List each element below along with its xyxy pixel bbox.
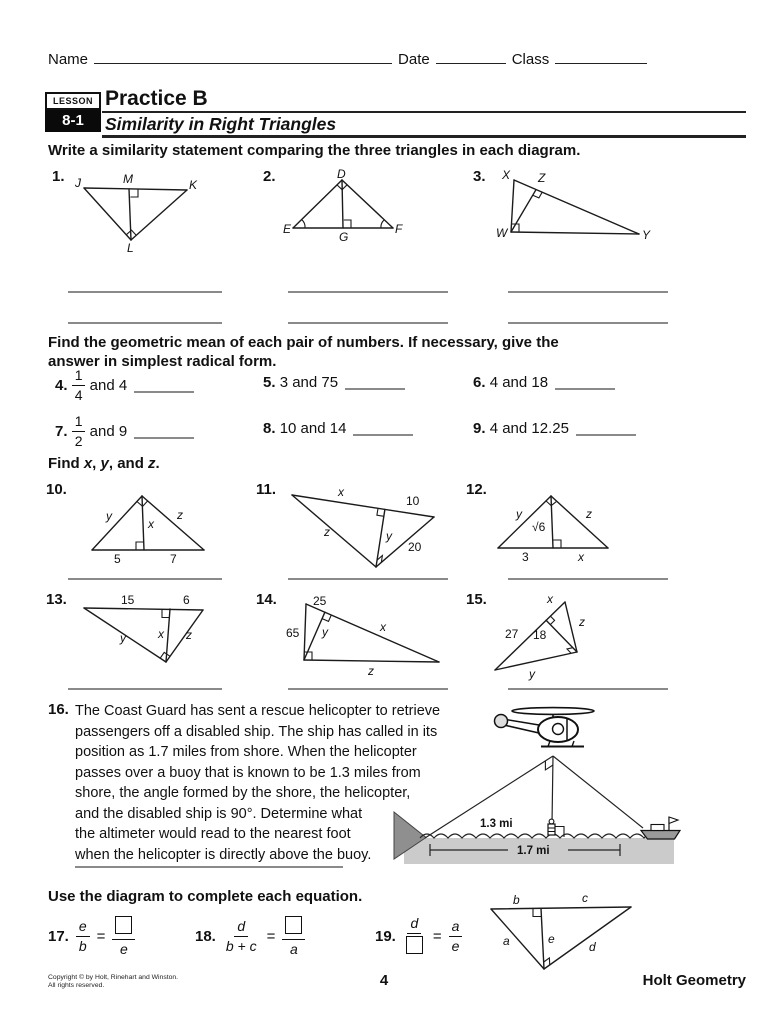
instruction-find-xyz: Find x, y, and z. bbox=[48, 455, 160, 472]
side-label: y bbox=[516, 507, 522, 521]
right-angle-mark bbox=[545, 761, 553, 770]
side-label: z bbox=[186, 628, 192, 642]
side-label: x bbox=[547, 592, 553, 606]
side-label: z bbox=[368, 664, 374, 678]
fraction bbox=[282, 916, 305, 956]
problem-number: 12. bbox=[466, 481, 487, 498]
fraction bbox=[76, 919, 90, 953]
answer-box[interactable] bbox=[406, 936, 423, 954]
buoy-icon bbox=[548, 819, 555, 835]
side-label: z bbox=[324, 525, 330, 539]
measure-label: 27 bbox=[505, 627, 519, 641]
right-angle-mark bbox=[162, 610, 170, 618]
problem-text: and 9 bbox=[89, 422, 128, 440]
problem-text: 4 and 18 bbox=[489, 374, 549, 391]
figure-p13 bbox=[76, 594, 211, 676]
helicopter-icon bbox=[495, 708, 595, 747]
problem-8 bbox=[263, 420, 413, 437]
page-number: 4 bbox=[379, 972, 389, 989]
copyright-notice bbox=[48, 974, 178, 990]
fraction-numerator: 1 bbox=[72, 368, 86, 386]
vertex-label: E bbox=[283, 222, 292, 236]
name-date-class-row bbox=[48, 50, 748, 68]
equals-sign: = bbox=[96, 927, 106, 945]
problem-number: 18. bbox=[195, 927, 216, 945]
sight-lines bbox=[425, 756, 643, 838]
answer-blank[interactable] bbox=[555, 375, 615, 390]
fraction-denominator: b + c bbox=[225, 937, 257, 954]
answer-line[interactable] bbox=[508, 322, 668, 324]
water-waves bbox=[420, 834, 672, 838]
fraction-numerator: 1 bbox=[72, 414, 86, 432]
text-line: shore, the angle formed by the shore, the helicopter, bbox=[75, 785, 411, 801]
vertex-label: D bbox=[337, 167, 346, 181]
lesson-badge-word: LESSON bbox=[45, 92, 101, 110]
figure-p12 bbox=[488, 484, 628, 566]
equals-sign: = bbox=[432, 927, 442, 945]
measure-label: 18 bbox=[533, 628, 547, 642]
problem-5 bbox=[263, 374, 405, 391]
side-label: c bbox=[582, 891, 588, 905]
problem-16-text bbox=[75, 701, 440, 865]
side-label: z bbox=[579, 615, 585, 629]
vertex-label: W bbox=[496, 226, 508, 240]
problem-number: 16. bbox=[48, 701, 69, 718]
measure-label: 65 bbox=[286, 626, 300, 640]
answer-line[interactable] bbox=[68, 688, 222, 690]
instruction-similarity: Write a similarity statement comparing the three triangles in each diagram. bbox=[48, 142, 581, 159]
subtitle-rule bbox=[102, 135, 746, 138]
answer-line[interactable] bbox=[508, 688, 668, 690]
instruction-complete-equation: Use the diagram to complete each equation. bbox=[48, 888, 363, 905]
figure-p14 bbox=[284, 596, 449, 678]
angle-arc bbox=[381, 220, 384, 228]
fraction-denominator: 4 bbox=[74, 386, 83, 403]
measure-label: 5 bbox=[114, 552, 121, 566]
fraction-denominator: b bbox=[78, 937, 87, 954]
answer-box[interactable] bbox=[115, 916, 132, 934]
problem-number: 2. bbox=[263, 168, 276, 185]
instruction-geometric-mean-1: Find the geometric mean of each pair of numbers. If necessary, give the bbox=[48, 334, 559, 351]
problem-18 bbox=[195, 916, 305, 956]
fraction-numerator bbox=[112, 916, 135, 940]
answer-line[interactable] bbox=[288, 291, 448, 293]
vertex-label: L bbox=[127, 241, 134, 255]
answer-blank[interactable] bbox=[345, 375, 405, 390]
right-angle-mark bbox=[344, 220, 351, 228]
vertex-label: G bbox=[339, 230, 349, 244]
answer-blank[interactable] bbox=[134, 378, 194, 393]
fraction-numerator: d bbox=[407, 916, 421, 934]
problem-number: 17. bbox=[48, 927, 69, 945]
figure-p16-rescue bbox=[390, 698, 662, 873]
vertex-label: Z bbox=[538, 171, 546, 185]
measure-label: 20 bbox=[408, 540, 422, 554]
problem-17 bbox=[48, 916, 135, 956]
side-label: x bbox=[148, 517, 154, 531]
side-label: y bbox=[106, 509, 112, 523]
problem-7 bbox=[55, 414, 194, 448]
page-subtitle: Similarity in Right Triangles bbox=[105, 114, 337, 134]
triangle-lines bbox=[511, 180, 639, 234]
instruction-geometric-mean-2: answer in simplest radical form. bbox=[48, 353, 277, 370]
triangle-lines bbox=[84, 188, 187, 240]
problem-6 bbox=[473, 374, 615, 391]
answer-blank[interactable] bbox=[134, 424, 194, 439]
answer-line[interactable] bbox=[288, 688, 448, 690]
problem-4 bbox=[55, 368, 194, 402]
answer-line[interactable] bbox=[288, 578, 448, 580]
measure-label: 25 bbox=[313, 594, 327, 608]
problem-number: 1. bbox=[52, 168, 65, 185]
side-label: y bbox=[322, 625, 328, 639]
angle-arc bbox=[302, 220, 305, 228]
fraction-denominator: e bbox=[451, 937, 460, 954]
figure-p1 bbox=[72, 172, 197, 254]
fraction-numerator: e bbox=[76, 919, 90, 937]
fraction-denominator: 2 bbox=[74, 432, 83, 449]
right-angle-mark bbox=[544, 958, 550, 965]
date-label: Date bbox=[398, 51, 430, 68]
problem-number: 11. bbox=[256, 481, 277, 498]
fraction bbox=[449, 919, 463, 953]
vertex-label: F bbox=[395, 222, 403, 236]
side-label: x bbox=[380, 620, 386, 634]
vertex-label: J bbox=[75, 176, 81, 190]
side-label: y bbox=[529, 667, 535, 681]
fraction-denominator bbox=[403, 934, 426, 957]
problem-number: 6. bbox=[473, 374, 486, 391]
triangle-lines bbox=[491, 907, 631, 969]
side-label: z bbox=[177, 508, 183, 522]
name-input-line[interactable] bbox=[94, 50, 392, 64]
problem-number: 19. bbox=[375, 927, 396, 945]
problem-number: 7. bbox=[55, 422, 68, 440]
distance-label-buoy: 1.3 mi bbox=[480, 818, 513, 830]
text-line: passes over a buoy that is known to be 1.3 miles from bbox=[75, 764, 421, 781]
brand-label: Holt Geometry bbox=[642, 972, 746, 989]
problem-text: 10 and 14 bbox=[279, 420, 347, 437]
right-angle-mark bbox=[130, 189, 138, 197]
side-label: a bbox=[503, 934, 510, 948]
measure-label: 15 bbox=[121, 593, 135, 607]
text-line: passengers off a disabled ship. The ship has called in its bbox=[75, 723, 438, 740]
side-label: x bbox=[578, 550, 584, 564]
answer-line[interactable] bbox=[68, 578, 222, 580]
answer-line[interactable] bbox=[508, 291, 668, 293]
figure-p10 bbox=[78, 486, 213, 566]
fraction-numerator: d bbox=[234, 919, 248, 937]
measure-label: 10 bbox=[406, 494, 420, 508]
fraction-denominator: e bbox=[120, 940, 128, 957]
fraction bbox=[403, 916, 426, 956]
answer-line[interactable] bbox=[68, 322, 222, 324]
answer-line[interactable] bbox=[68, 291, 222, 293]
answer-line[interactable] bbox=[75, 866, 343, 868]
side-label: y bbox=[120, 631, 126, 645]
copyright-line: All rights reserved. bbox=[48, 982, 105, 989]
fraction-numerator bbox=[282, 916, 305, 940]
lesson-badge bbox=[45, 92, 101, 132]
right-angle-mark bbox=[553, 540, 561, 548]
text-line: when the helicopter is directly above the buoy. bbox=[75, 846, 372, 863]
figure-p11 bbox=[284, 483, 444, 575]
vertex-label: X bbox=[502, 168, 511, 182]
vertex-label: Y bbox=[642, 228, 651, 242]
answer-blank[interactable] bbox=[576, 421, 636, 436]
problem-number: 14. bbox=[256, 591, 277, 608]
problem-text: 4 and 12.25 bbox=[489, 420, 569, 437]
fraction bbox=[223, 919, 260, 953]
problem-number: 8. bbox=[263, 420, 276, 437]
fraction bbox=[72, 368, 86, 402]
text-line: and the disabled ship is 90°. Determine what bbox=[75, 805, 363, 822]
side-label: e bbox=[548, 932, 555, 946]
lesson-badge-number: 8-1 bbox=[45, 110, 101, 132]
equals-sign: = bbox=[266, 927, 276, 945]
problem-number: 10. bbox=[46, 481, 67, 498]
date-input-line[interactable] bbox=[436, 50, 506, 64]
problem-number: 15. bbox=[466, 591, 487, 608]
fraction bbox=[72, 414, 86, 448]
figure-p3 bbox=[494, 170, 650, 248]
answer-box[interactable] bbox=[285, 916, 302, 934]
class-label: Class bbox=[511, 51, 550, 68]
copyright-line: Copyright © by Holt, Rinehart and Winston. bbox=[48, 974, 179, 981]
problem-19 bbox=[375, 916, 462, 956]
ship-icon bbox=[641, 817, 680, 839]
right-angle-mark bbox=[550, 616, 554, 625]
problem-number: 13. bbox=[46, 591, 67, 608]
answer-line[interactable] bbox=[288, 322, 448, 324]
title-rule bbox=[102, 111, 746, 113]
figure-equations bbox=[487, 893, 637, 978]
measure-label: √6 bbox=[532, 520, 546, 534]
figure-p2 bbox=[283, 167, 403, 248]
side-label: x bbox=[338, 485, 344, 499]
side-label: d bbox=[589, 940, 596, 954]
measure-label: 3 bbox=[522, 550, 529, 564]
side-label: b bbox=[513, 893, 520, 907]
answer-blank[interactable] bbox=[353, 421, 413, 436]
right-angle-mark bbox=[533, 909, 541, 917]
answer-line[interactable] bbox=[508, 578, 668, 580]
name-label: Name bbox=[48, 51, 89, 68]
figure-p15 bbox=[489, 592, 619, 684]
triangle-lines bbox=[293, 180, 393, 228]
text-line: position as 1.7 miles from shore. When the helicopter bbox=[75, 744, 417, 760]
problem-number: 5. bbox=[263, 374, 276, 391]
distance-label-ship: 1.7 mi bbox=[517, 845, 550, 857]
measure-label: 7 bbox=[170, 552, 177, 566]
side-label: z bbox=[586, 507, 592, 521]
fraction bbox=[112, 916, 135, 956]
vertex-label: K bbox=[189, 178, 198, 192]
problem-text: and 4 bbox=[89, 376, 128, 394]
vertex-label: M bbox=[123, 172, 133, 186]
side-label: x bbox=[158, 627, 164, 641]
text-line: the altimeter would read to the nearest foot bbox=[75, 826, 351, 842]
page-title: Practice B bbox=[105, 87, 208, 110]
measure-label: 6 bbox=[183, 593, 190, 607]
problem-9 bbox=[473, 420, 636, 437]
problem-number: 4. bbox=[55, 376, 68, 394]
side-label: y bbox=[386, 529, 392, 543]
problem-number: 9. bbox=[473, 420, 486, 437]
fraction-denominator: a bbox=[289, 940, 298, 957]
fraction-numerator: a bbox=[449, 919, 463, 937]
right-angle-mark bbox=[136, 542, 144, 550]
text-line: The Coast Guard has sent a rescue helicopter to retrieve bbox=[75, 703, 441, 719]
problem-text: 3 and 75 bbox=[279, 374, 339, 391]
class-input-line[interactable] bbox=[555, 50, 647, 64]
problem-number: 3. bbox=[473, 168, 486, 185]
